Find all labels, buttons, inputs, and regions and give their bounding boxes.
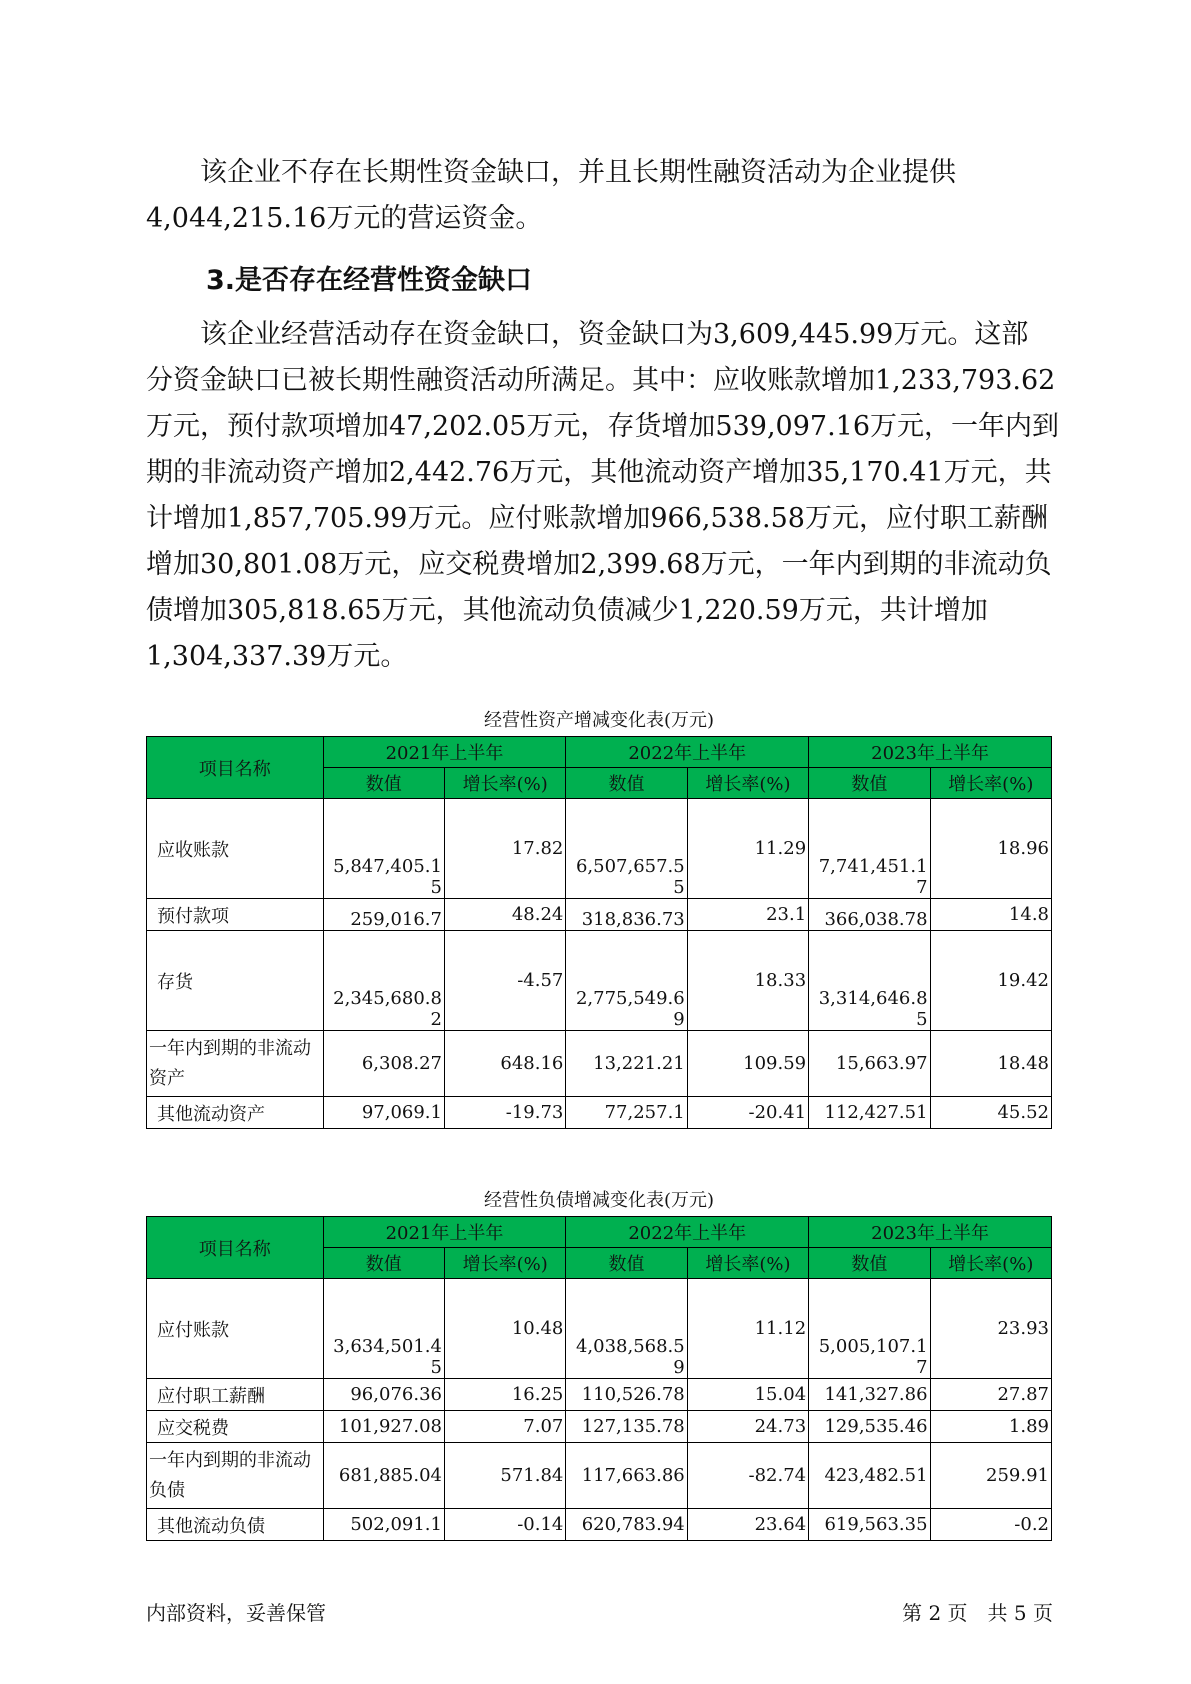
cell-value: 112,427.51 xyxy=(809,1097,930,1129)
cell-growth: 109.59 xyxy=(687,1031,808,1097)
table-row xyxy=(147,931,1052,1031)
cell-value: 502,091.1 xyxy=(323,1509,444,1541)
cell-value: 15,663.97 xyxy=(809,1031,930,1097)
cell-value: 5,847,405.15 xyxy=(323,799,444,899)
cell-growth: -19.73 xyxy=(444,1097,565,1129)
paragraph-line: 增加30,801.08万元，应交税费增加2,399.68万元，一年内到期的非流动负 xyxy=(146,549,1052,580)
col-header-growth: 增长率(%) xyxy=(930,768,1051,799)
col-header-item: 项目名称 xyxy=(147,1217,324,1279)
cell-value: 129,535.46 xyxy=(809,1411,930,1443)
cell-value: 423,482.51 xyxy=(809,1443,930,1509)
paragraph-line: 期的非流动资产增加2,442.76万元，其他流动资产增加35,170.41万元，共 xyxy=(146,457,1052,488)
cell-value: 5,005,107.17 xyxy=(809,1279,930,1379)
col-header-period: 2022年上半年 xyxy=(566,737,809,768)
table-row xyxy=(147,1379,1052,1411)
cell-growth: 27.87 xyxy=(930,1379,1051,1411)
paragraph-line: 万元，预付款项增加47,202.05万元，存货增加539,097.16万元，一年内到 xyxy=(146,411,1060,442)
cell-growth: -0.14 xyxy=(444,1509,565,1541)
row-label: 一年内到期的非流动负债 xyxy=(147,1443,324,1509)
paragraph-line: 该企业经营活动存在资金缺口，资金缺口为3,609,445.99万元。这部 xyxy=(146,319,1029,350)
paragraph-line: 4,044,215.16万元的营运资金。 xyxy=(146,203,543,234)
footer-page-number: 第 2 页 共 5 页 xyxy=(902,1601,1053,1625)
paragraph-operating-gap xyxy=(146,312,1060,680)
cell-growth: 18.33 xyxy=(687,931,808,1031)
row-label: 预付款项 xyxy=(147,899,324,931)
cell-growth: 24.73 xyxy=(687,1411,808,1443)
col-header-period: 2023年上半年 xyxy=(809,1217,1052,1248)
cell-growth: 11.29 xyxy=(687,799,808,899)
cell-growth: 23.93 xyxy=(930,1279,1051,1379)
cell-value: 141,327.86 xyxy=(809,1379,930,1411)
cell-value: 127,135.78 xyxy=(566,1411,687,1443)
col-header-value: 数值 xyxy=(323,768,444,799)
cell-value: 110,526.78 xyxy=(566,1379,687,1411)
table-row xyxy=(147,1443,1052,1509)
cell-value: 3,314,646.85 xyxy=(809,931,930,1031)
cell-growth: 571.84 xyxy=(444,1443,565,1509)
cell-value: 101,927.08 xyxy=(323,1411,444,1443)
col-header-period: 2022年上半年 xyxy=(566,1217,809,1248)
cell-value: 7,741,451.17 xyxy=(809,799,930,899)
row-label: 存货 xyxy=(147,931,324,1031)
cell-value: 2,345,680.82 xyxy=(323,931,444,1031)
cell-growth: 14.8 xyxy=(930,899,1051,931)
cell-growth: 18.48 xyxy=(930,1031,1051,1097)
cell-growth: 10.48 xyxy=(444,1279,565,1379)
cell-value: 77,257.1 xyxy=(566,1097,687,1129)
paragraph-line: 分资金缺口已被长期性融资活动所满足。其中：应收账款增加1,233,793.62 xyxy=(146,365,1056,396)
cell-growth: 18.96 xyxy=(930,799,1051,899)
row-label: 一年内到期的非流动资产 xyxy=(147,1031,324,1097)
cell-value: 681,885.04 xyxy=(323,1443,444,1509)
col-header-item: 项目名称 xyxy=(147,737,324,799)
row-label: 其他流动资产 xyxy=(147,1097,324,1129)
paragraph-line: 计增加1,857,705.99万元。应付账款增加966,538.58万元，应付职工薪酬 xyxy=(146,503,1048,534)
paragraph-line: 1,304,337.39万元。 xyxy=(146,641,408,672)
cell-growth: 16.25 xyxy=(444,1379,565,1411)
col-header-value: 数值 xyxy=(566,1248,687,1279)
cell-growth: 17.82 xyxy=(444,799,565,899)
cell-growth: -82.74 xyxy=(687,1443,808,1509)
row-label: 应付职工薪酬 xyxy=(147,1379,324,1411)
row-label: 应付账款 xyxy=(147,1279,324,1379)
cell-growth: 19.42 xyxy=(930,931,1051,1031)
col-header-period: 2023年上半年 xyxy=(809,737,1052,768)
operating-liabilities-table xyxy=(146,1216,1052,1541)
cell-value: 96,076.36 xyxy=(323,1379,444,1411)
cell-value: 2,775,549.69 xyxy=(566,931,687,1031)
operating-assets-table xyxy=(146,736,1052,1129)
table-row xyxy=(147,1097,1052,1129)
footer-confidential-note: 内部资料，妥善保管 xyxy=(146,1601,326,1625)
cell-value: 366,038.78 xyxy=(809,899,930,931)
col-header-growth: 增长率(%) xyxy=(687,768,808,799)
col-header-growth: 增长率(%) xyxy=(444,768,565,799)
col-header-value: 数值 xyxy=(323,1248,444,1279)
section-heading: 3.是否存在经营性资金缺口 xyxy=(206,265,533,296)
cell-growth: 648.16 xyxy=(444,1031,565,1097)
col-header-period: 2021年上半年 xyxy=(323,1217,566,1248)
cell-value: 6,308.27 xyxy=(323,1031,444,1097)
cell-growth: -20.41 xyxy=(687,1097,808,1129)
table-row xyxy=(147,1509,1052,1541)
cell-growth: 23.64 xyxy=(687,1509,808,1541)
table-caption-assets: 经营性资产增减变化表(万元) xyxy=(483,710,715,731)
cell-growth: 45.52 xyxy=(930,1097,1051,1129)
cell-growth: -4.57 xyxy=(444,931,565,1031)
cell-value: 318,836.73 xyxy=(566,899,687,931)
paragraph-line: 该企业不存在长期性资金缺口，并且长期性融资活动为企业提供 xyxy=(146,157,956,188)
table-caption-liabilities: 经营性负债增减变化表(万元) xyxy=(483,1190,715,1211)
col-header-value: 数值 xyxy=(809,768,930,799)
table-row xyxy=(147,899,1052,931)
paragraph-line: 债增加305,818.65万元，其他流动负债减少1,220.59万元，共计增加 xyxy=(146,595,988,626)
cell-value: 620,783.94 xyxy=(566,1509,687,1541)
cell-value: 4,038,568.59 xyxy=(566,1279,687,1379)
col-header-value: 数值 xyxy=(566,768,687,799)
table-row xyxy=(147,1031,1052,1097)
col-header-growth: 增长率(%) xyxy=(930,1248,1051,1279)
cell-growth: 7.07 xyxy=(444,1411,565,1443)
col-header-value: 数值 xyxy=(809,1248,930,1279)
col-header-growth: 增长率(%) xyxy=(687,1248,808,1279)
cell-value: 97,069.1 xyxy=(323,1097,444,1129)
table-row xyxy=(147,1411,1052,1443)
cell-growth: 15.04 xyxy=(687,1379,808,1411)
table-row xyxy=(147,799,1052,899)
cell-growth: 259.91 xyxy=(930,1443,1051,1509)
row-label: 应收账款 xyxy=(147,799,324,899)
table-row xyxy=(147,1279,1052,1379)
cell-value: 3,634,501.45 xyxy=(323,1279,444,1379)
cell-growth: 1.89 xyxy=(930,1411,1051,1443)
cell-value: 13,221.21 xyxy=(566,1031,687,1097)
cell-value: 6,507,657.55 xyxy=(566,799,687,899)
cell-growth: 23.1 xyxy=(687,899,808,931)
cell-value: 117,663.86 xyxy=(566,1443,687,1509)
cell-value: 619,563.35 xyxy=(809,1509,930,1541)
paragraph-long-term-funding xyxy=(146,150,1046,242)
cell-growth: -0.2 xyxy=(930,1509,1051,1541)
col-header-period: 2021年上半年 xyxy=(323,737,566,768)
cell-growth: 11.12 xyxy=(687,1279,808,1379)
row-label: 其他流动负债 xyxy=(147,1509,324,1541)
cell-value: 259,016.7 xyxy=(323,899,444,931)
row-label: 应交税费 xyxy=(147,1411,324,1443)
cell-growth: 48.24 xyxy=(444,899,565,931)
col-header-growth: 增长率(%) xyxy=(444,1248,565,1279)
